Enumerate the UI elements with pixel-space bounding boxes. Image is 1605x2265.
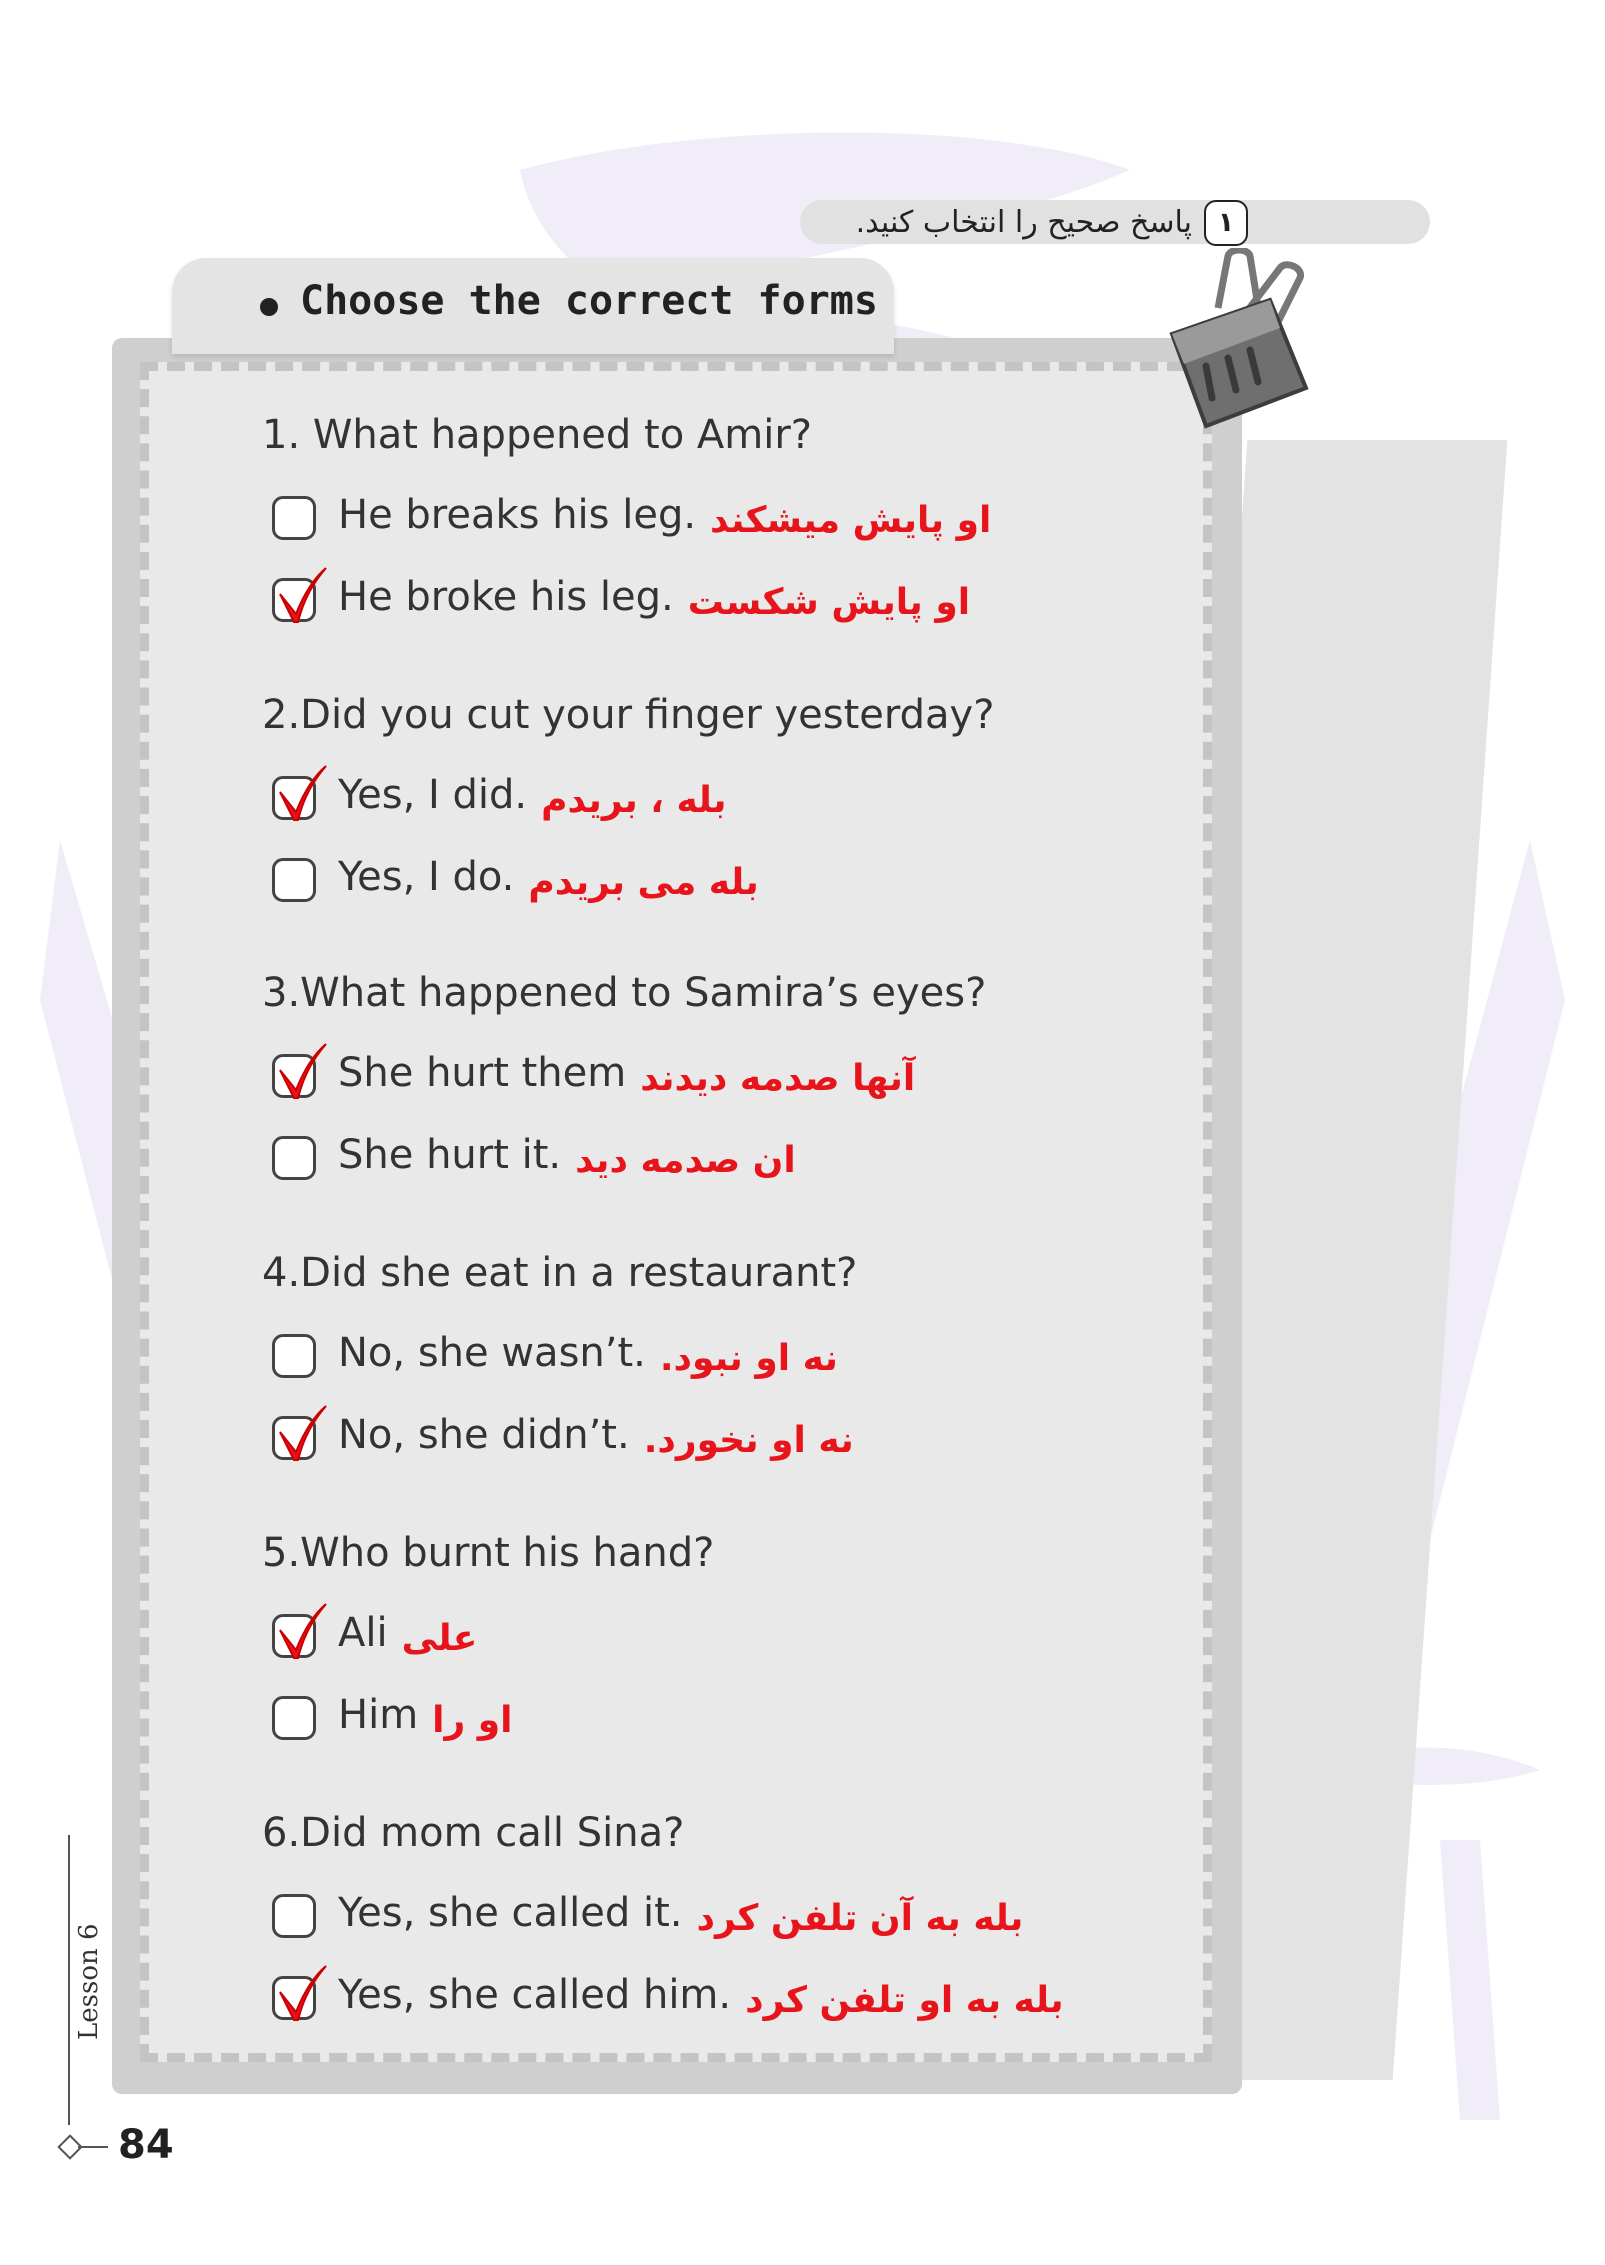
checkbox-icon[interactable] bbox=[272, 496, 316, 540]
option-persian: بله می بریدم bbox=[528, 862, 759, 903]
checkbox-icon[interactable] bbox=[272, 1696, 316, 1740]
question-text: 2.Did you cut your finger yesterday? bbox=[262, 692, 995, 738]
option-text-wrap bbox=[338, 574, 970, 623]
option-english: No, she wasn’t. bbox=[338, 1330, 646, 1376]
section-title: Choose the correct forms bbox=[300, 278, 878, 324]
option-persian: او را bbox=[432, 1700, 513, 1741]
question-text: 3.What happened to Samira’s eyes? bbox=[262, 970, 987, 1016]
option-persian: بله ، بریدم bbox=[541, 780, 727, 821]
option-text-wrap bbox=[338, 1890, 1023, 1939]
option-english: She hurt them bbox=[338, 1050, 627, 1096]
instruction-text: پاسخ صحیح را انتخاب کنید. bbox=[855, 205, 1192, 240]
option-english: Yes, I did. bbox=[338, 772, 528, 818]
question-text: 6.Did mom call Sina? bbox=[262, 1810, 685, 1856]
option-english: He breaks his leg. bbox=[338, 492, 697, 538]
check-mark-icon bbox=[274, 762, 330, 824]
checkbox-icon[interactable] bbox=[272, 1894, 316, 1938]
check-mark-icon bbox=[274, 564, 330, 626]
check-mark-icon bbox=[274, 1962, 330, 2024]
option-persian: نه او نخورد. bbox=[643, 1420, 854, 1461]
option-persian: او پایش میشکند bbox=[710, 500, 992, 541]
option-text-wrap bbox=[338, 1610, 477, 1659]
option-text-wrap bbox=[338, 1412, 854, 1461]
option-english: Yes, she called it. bbox=[338, 1890, 683, 1936]
option-persian: بله به آن تلفن کرد bbox=[696, 1898, 1024, 1939]
option-text-wrap bbox=[338, 1330, 838, 1379]
bullet-icon bbox=[260, 298, 278, 316]
option-persian: نه او نبود. bbox=[659, 1338, 838, 1379]
option-text-wrap bbox=[338, 1132, 796, 1181]
binder-clip-icon bbox=[1148, 248, 1328, 438]
option-english: Yes, she called him. bbox=[338, 1972, 732, 2018]
option-persian: بله به او تلفن کرد bbox=[745, 1980, 1064, 2021]
option-english: Him bbox=[338, 1692, 419, 1738]
question-text: 1. What happened to Amir? bbox=[262, 412, 812, 458]
option-english: He broke his leg. bbox=[338, 574, 674, 620]
option-text-wrap bbox=[338, 854, 759, 903]
option-text-wrap bbox=[338, 772, 727, 821]
option-english: Ali bbox=[338, 1610, 388, 1656]
option-persian: او پایش شکست bbox=[687, 582, 971, 623]
option-english: She hurt it. bbox=[338, 1132, 562, 1178]
option-english: Yes, I do. bbox=[338, 854, 515, 900]
section-tab bbox=[172, 258, 894, 354]
lesson-divider-line bbox=[68, 1835, 70, 2125]
option-text-wrap bbox=[338, 492, 991, 541]
option-persian: علی bbox=[401, 1618, 478, 1659]
checkbox-icon[interactable] bbox=[272, 1136, 316, 1180]
check-mark-icon bbox=[274, 1040, 330, 1102]
option-text-wrap bbox=[338, 1692, 512, 1741]
option-persian: ان صدمه دید bbox=[575, 1140, 796, 1181]
option-english: No, she didn’t. bbox=[338, 1412, 630, 1458]
checkbox-icon[interactable] bbox=[272, 858, 316, 902]
question-text: 4.Did she eat in a restaurant? bbox=[262, 1250, 858, 1296]
option-text-wrap bbox=[338, 1972, 1064, 2021]
page-number: 84 bbox=[118, 2122, 174, 2168]
option-text-wrap bbox=[338, 1050, 915, 1099]
check-mark-icon bbox=[274, 1600, 330, 1662]
question-text: 5.Who burnt his hand? bbox=[262, 1530, 715, 1576]
checkbox-icon[interactable] bbox=[272, 1334, 316, 1378]
lesson-label: Lesson 6 bbox=[74, 1923, 104, 2040]
check-mark-icon bbox=[274, 1402, 330, 1464]
instruction-number-badge: ١ bbox=[1204, 200, 1248, 246]
page-number-divider bbox=[78, 2146, 108, 2148]
option-persian: آنها صدمه دیدند bbox=[640, 1058, 916, 1099]
